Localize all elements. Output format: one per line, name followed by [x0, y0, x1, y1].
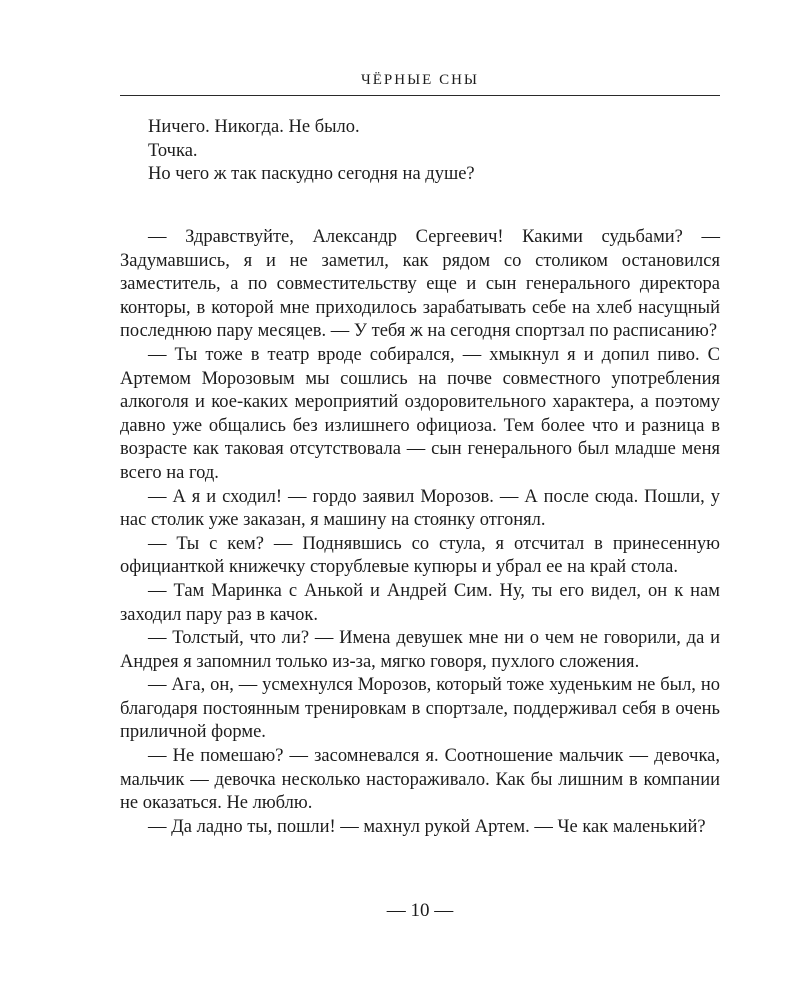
- paragraph: — Да ладно ты, пошли! — махнул рукой Артем. — Че как маленький?: [148, 816, 706, 837]
- intro-line: Но чего ж так паскудно сегодня на душе?: [148, 164, 475, 184]
- intro-line: Точка.: [148, 140, 198, 161]
- paragraph: — Толстый, что ли? — Имена девушек мне ни о чем не говорили, да и Андрея я запомнил только из-за, мягко говоря, пухлого сложения.: [120, 628, 720, 672]
- intro-block: [148, 116, 720, 187]
- page-number: — 10 —: [386, 900, 454, 921]
- intro-line: Ничего. Никогда. Не было.: [148, 117, 360, 137]
- running-head-title: ЧЁРНЫЕ СНЫ: [361, 72, 479, 88]
- header-rule: [120, 95, 720, 96]
- paragraph: — Там Маринка с Анькой и Андрей Сим. Ну, ты его видел, он к нам заходил пару раз в качок.: [120, 580, 720, 625]
- paragraph: — Ага, он, — усмехнулся Морозов, который тоже худеньким не был, но благодаря постоянным тренировкам в спортзале, поддерживал себя в очень приличной форме.: [120, 675, 720, 743]
- paragraph: — Здравствуйте, Александр Сергеевич! Какими судьбами? — Задумавшись, я и не заметил, как рядом со столиком остановился заместитель, а по совместительству еще и сын генерального директора конторы, в которой мне приходилось зарабатывать себе на хлеб насущный последнюю пару месяцев. — У тебя ж на сегодня спортзал по расписанию?: [120, 227, 720, 342]
- paragraph: — А я и сходил! — гордо заявил Морозов. — А после сюда. Пошли, у нас столик уже заказан, я машину на стоянку отгонял.: [120, 486, 720, 531]
- paragraph: — Ты тоже в театр вроде собирался, — хмыкнул я и допил пиво. С Артемом Морозовым мы сошлись на почве совместного употребления алкоголя и кое-каких мероприятий оздоровительного характера, а поэтому давно уже общались без излишнего официоза. Тем более что и разница в возрасте как таковая отсутствовала — сын генерального был младше меня всего на год.: [120, 344, 720, 483]
- paragraph: — Ты с кем? — Поднявшись со стула, я отсчитал в принесенную официанткой книжечку сторублевые купюры и убрал ее на край стола.: [120, 533, 720, 578]
- paragraph: — Не помешаю? — засомневался я. Соотношение мальчик — девочка, мальчик — девочка несколько настораживало. Как бы лишним в компании не оказаться. Не люблю.: [120, 746, 720, 814]
- body-text: [120, 226, 720, 839]
